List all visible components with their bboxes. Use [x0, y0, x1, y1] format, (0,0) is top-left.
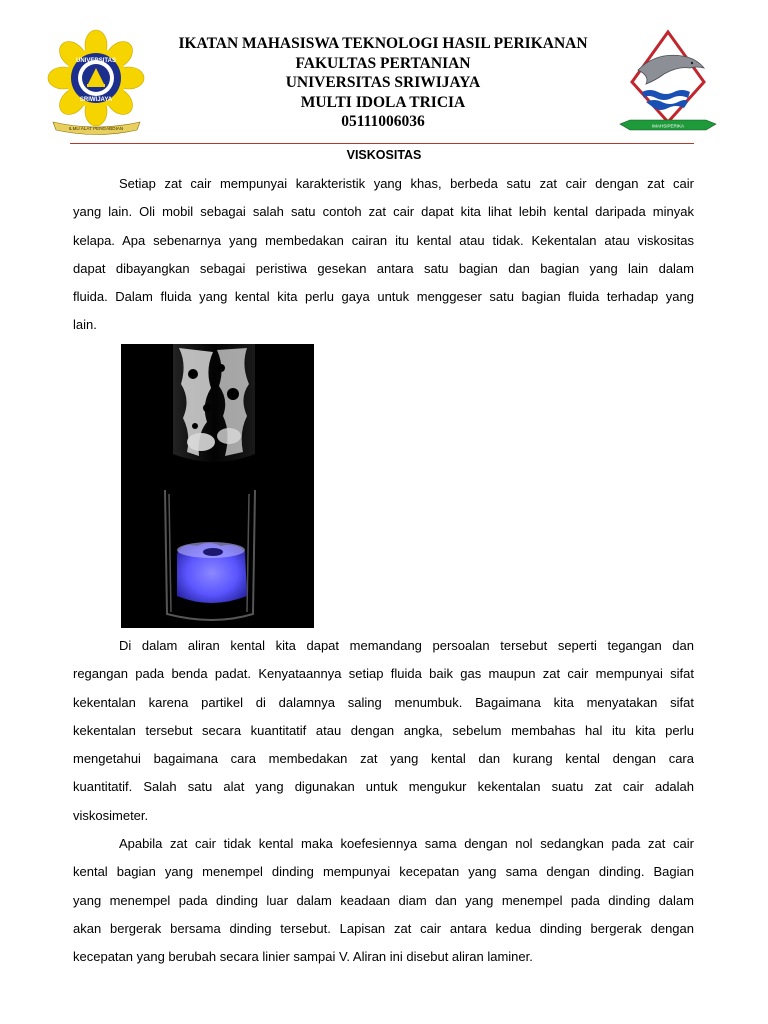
paragraph-line: kekentalan karena partikel di dalamnya saling menumbuk. Bagaimana kita menyatakan sifat: [73, 694, 694, 710]
header-university: UNIVERSITAS SRIWIJAYA: [285, 74, 481, 91]
paragraph-line: akan bergerak bersama dinding tersebut. Lapisan zat cair antara kedua dinding bergerak dengan: [73, 920, 694, 936]
header-organization: IKATAN MAHASISWA TEKNOLOGI HASIL PERIKANAN: [178, 35, 588, 52]
header-divider: [70, 143, 694, 144]
header-student-id: 05111006036: [341, 113, 425, 130]
paragraph-1: [73, 170, 694, 340]
document-header: [150, 34, 616, 132]
paragraph-2: [73, 632, 694, 830]
paragraph-line: fluida. Dalam fluida yang kental kita perlu gaya untuk menggeser satu bagian fluida terhadap yang: [73, 289, 694, 305]
paragraph-line: [73, 170, 694, 198]
seal-motto: ILMU ALAT PENGABDIAN: [68, 126, 124, 131]
paragraph-line: yang lain. Oli mobil sebagai salah satu contoh zat cair dapat kita lihat lebih kental daripada minyak: [73, 204, 694, 220]
paragraph-line: lain.: [73, 317, 97, 333]
seal-text-top: UNIVERSITAS: [76, 58, 116, 64]
line-text: Setiap zat cair mempunyai karakteristik yang khas, berbeda satu zat cair dengan zat cair: [119, 176, 694, 191]
paragraph-3: [73, 830, 694, 971]
paragraph-line: kuantitatif. Salah satu alat yang digunakan untuk mengukur kekentalan suatu zat cair adalah: [73, 779, 694, 795]
paragraph-line: mengetahui bagaimana cara membedakan zat yang kental dan kurang kental dengan cara: [73, 751, 694, 767]
header-author-name: MULTI IDOLA TRICIA: [300, 93, 466, 111]
paragraph-line: kelapa. Apa sebenarnya yang membedakan cairan itu kental atau tidak. Kekentalan atau viskositas: [73, 232, 694, 248]
seal-text-bottom: SRIWIJAYA: [79, 97, 113, 103]
paragraph-line: kecepatan yang berubah secara linier sampai V. Aliran ini disebut aliran laminer.: [73, 949, 533, 965]
imahsiperika-logo: [616, 26, 720, 138]
paragraph-line: kental bagian yang menempel dinding mempunyai kecepatan yang sama dengan dinding. Bagian: [73, 864, 694, 880]
logo-banner-text: IMAHSIPERIKA: [651, 123, 685, 129]
paragraph-line: [73, 830, 694, 858]
paragraph-line: viskosimeter.: [73, 807, 149, 823]
paragraph-line: yang menempel pada dinding luar dalam keadaan diam dan yang menempel pada dinding dalam: [73, 892, 694, 908]
line-text: Apabila zat cair tidak kental maka koefesiennya sama dengan nol sedangkan pada zat cair: [119, 836, 694, 851]
header-faculty: FAKULTAS PERTANIAN: [295, 54, 471, 72]
paragraph-line: [73, 632, 694, 660]
paragraph-line: dapat dibayangkan sebagai peristiwa gesekan antara satu bagian dan bagian yang lain dalam: [73, 260, 694, 276]
viscosity-fluid-illustration: [121, 344, 314, 628]
line-text: Di dalam aliran kental kita dapat memandang persoalan tersebut seperti tegangan dan: [119, 638, 694, 653]
document-title: VISKOSITAS: [346, 148, 422, 162]
universitas-sriwijaya-logo: [45, 26, 148, 140]
paragraph-line: regangan pada benda padat. Kenyataannya setiap fluida baik gas maupun zat cair mempunyai sifat: [73, 666, 694, 682]
paragraph-line: kekentalan tersebut secara kuantitatif atau dengan angka, sebelum membahas hal itu kita perlu: [73, 722, 694, 738]
